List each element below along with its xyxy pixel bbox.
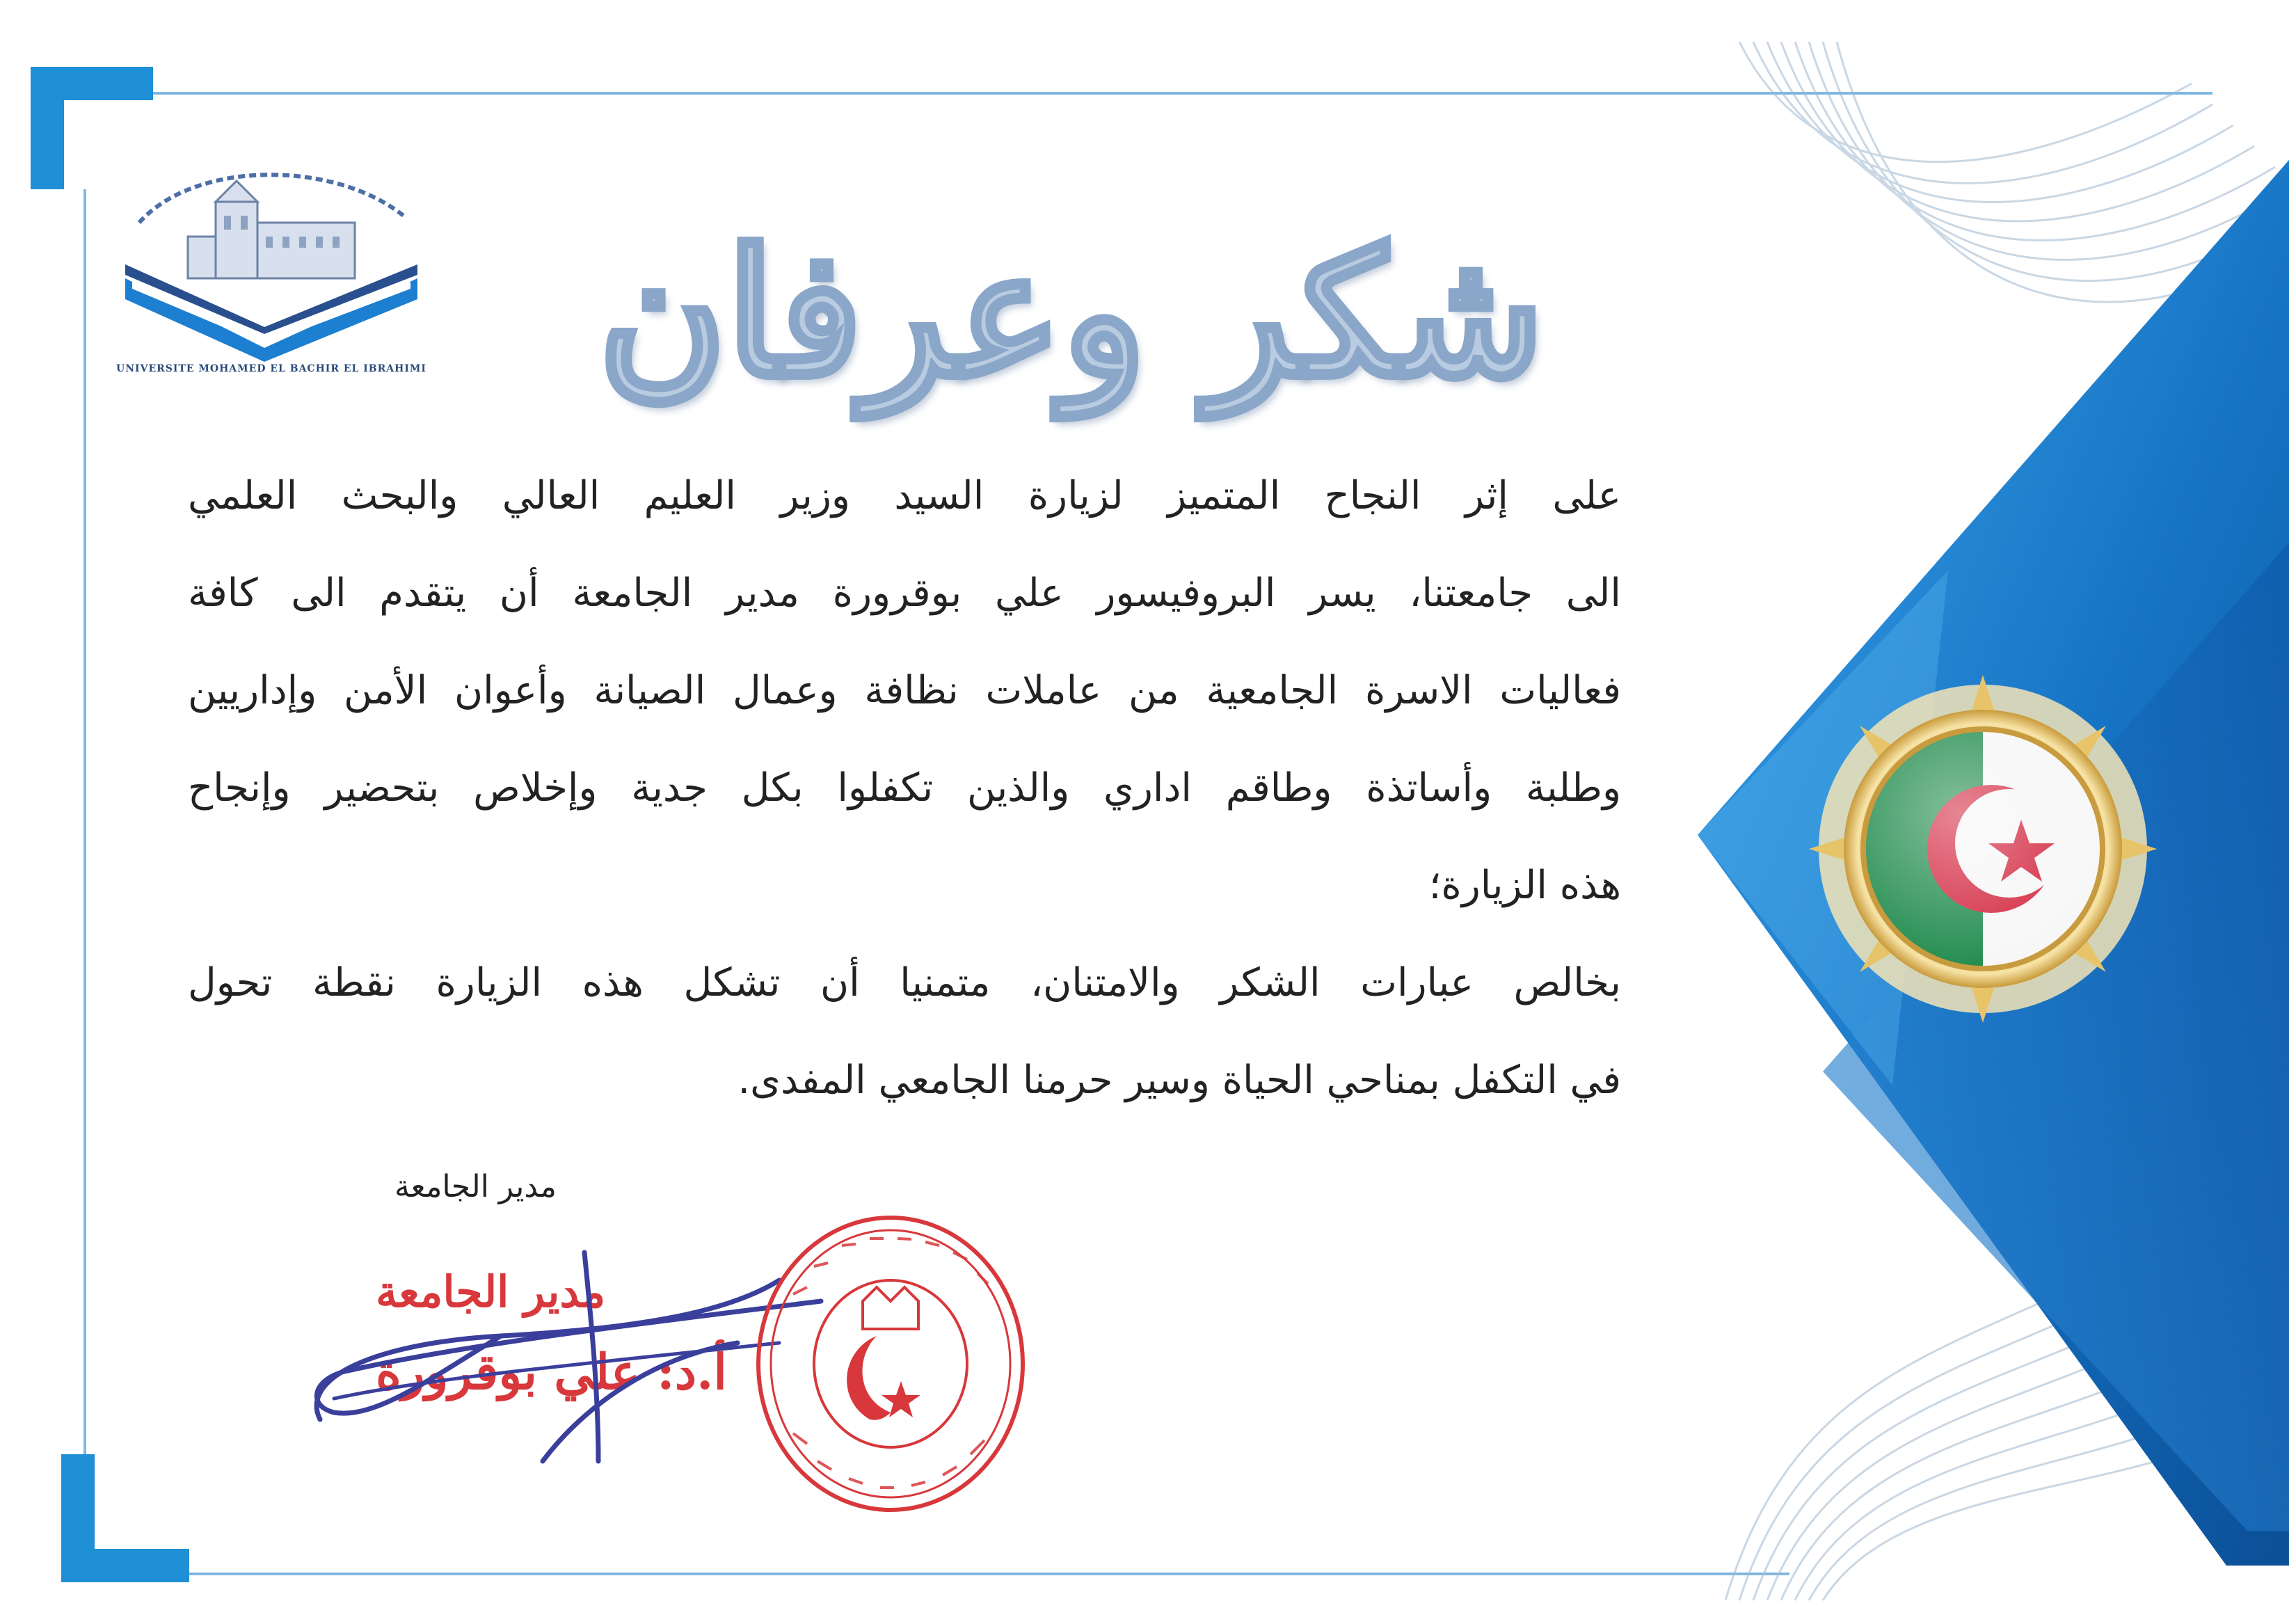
letter-line-4: وطلبة وأساتذة وطاقم اداري والذين تكفلوا بكل جدية وإخلاص بتحضير وإنجاح <box>188 765 1621 811</box>
letter-line-5: هذه الزيارة؛ <box>1428 863 1621 908</box>
algeria-flag-emblem-icon <box>1809 675 2157 1023</box>
logo-caption-french: UNIVERSITE MOHAMED EL BACHIR EL IBRAHIMI <box>116 363 426 374</box>
letter-line-1: على إثر النجاح المتميز لزيارة السيد وزير العليم العالي والبحث العلمي <box>188 473 1621 518</box>
stamp-name: أ.د: علي بوقرورة <box>376 1343 727 1401</box>
letter-line-7: في التكفل بمناحي الحياة وسير حرمنا الجامعي المفدى. <box>737 1058 1621 1103</box>
university-logo-icon <box>111 139 431 376</box>
stamp-title: مدير الجامعة <box>376 1266 606 1317</box>
heading-calligraphy <box>598 181 1545 445</box>
letter-line-3: فعاليات الاسرة الجامعية من عاملات نظافة وعمال الصيانة وأعوان الأمن وإداريين <box>188 668 1621 713</box>
letter-line-6: بخالص عبارات الشكر والامتنان، متمنيا أن تشكل هذه الزيارة نقطة تحول <box>188 960 1621 1005</box>
letter-line-2: الى جامعتنا، يسر البروفيسور علي بوقرورة مدير الجامعة أن يتقدم الى كافة <box>188 571 1621 616</box>
signer-title: مدير الجامعة <box>394 1169 557 1204</box>
heading-text: شكر وعرفان <box>598 211 1545 415</box>
official-seal-icon <box>751 1211 1030 1517</box>
